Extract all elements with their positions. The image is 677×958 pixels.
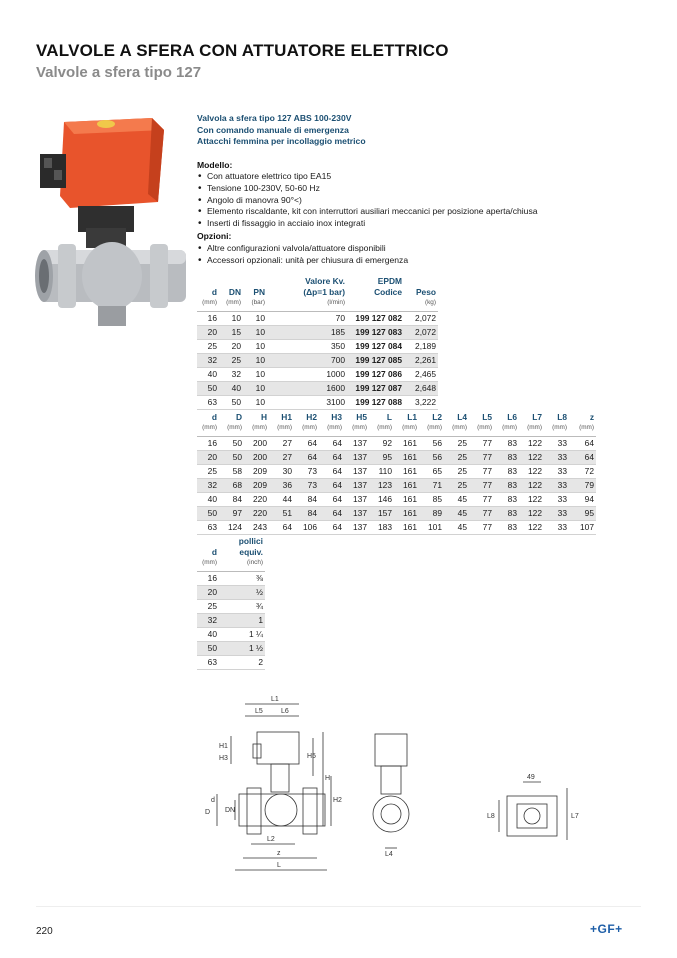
table-cell: 45 xyxy=(444,492,469,506)
unit-cell: (mm) xyxy=(394,423,419,436)
table-cell: 137 xyxy=(344,436,369,450)
table-row xyxy=(197,367,438,381)
column-header: z xyxy=(589,412,594,422)
column-header: L8 xyxy=(557,412,567,422)
table-row xyxy=(197,311,438,325)
unit-cell: (mm) xyxy=(244,423,269,436)
table-cell: 199 127 084 xyxy=(347,339,404,353)
table-cell: 199 127 088 xyxy=(347,395,404,409)
dim-label: DN xyxy=(225,807,236,814)
table-cell: 1 ½ xyxy=(219,641,265,655)
dim-label: L2 xyxy=(267,836,275,843)
table-cell: 161 xyxy=(394,520,419,534)
dim-label: z xyxy=(277,850,281,857)
intro-line-2: Con comando manuale di emergenza xyxy=(197,124,349,135)
table-cell: 32 xyxy=(219,367,243,381)
table-cell: 107 xyxy=(569,520,596,534)
table-cell: 1000 xyxy=(267,367,347,381)
table-cell: 122 xyxy=(519,478,544,492)
column-header: D xyxy=(235,412,242,422)
table-cell: 20 xyxy=(197,450,219,464)
table-cell: 51 xyxy=(269,506,294,520)
column-header: H5 xyxy=(356,412,367,422)
unit-cell: (mm) xyxy=(544,423,569,436)
table-header-row xyxy=(197,276,438,298)
table-cell: 25 xyxy=(197,464,219,478)
table-cell: 25 xyxy=(197,599,219,613)
table-row xyxy=(197,627,265,641)
unit-cell: (mm) xyxy=(219,423,244,436)
table-cell: 185 xyxy=(267,325,347,339)
table-row xyxy=(197,506,596,520)
table-cell: 77 xyxy=(469,478,494,492)
dim-label: L6 xyxy=(281,708,289,715)
table-cell: 161 xyxy=(394,506,419,520)
column-header: H3 xyxy=(331,412,342,422)
table-cell: 85 xyxy=(419,492,444,506)
table-cell: ¾ xyxy=(219,599,265,613)
table-cell: 2 xyxy=(219,655,265,669)
table-cell: 83 xyxy=(494,520,519,534)
page-subtitle: Valvole a sfera tipo 127 xyxy=(36,64,202,81)
dim-label: d xyxy=(211,797,215,804)
table-cell: 16 xyxy=(197,436,219,450)
table-cell: 64 xyxy=(294,436,319,450)
footer-divider xyxy=(36,906,641,907)
table-row xyxy=(197,339,438,353)
table-cell: 106 xyxy=(294,520,319,534)
table-cell: 220 xyxy=(244,506,269,520)
table-cell: 10 xyxy=(219,311,243,325)
unit-cell: (mm) xyxy=(219,298,243,311)
table-cell: 77 xyxy=(469,520,494,534)
table-row xyxy=(197,585,265,599)
table-cell: 200 xyxy=(244,436,269,450)
table-row xyxy=(197,450,596,464)
table-cell: 83 xyxy=(494,464,519,478)
valve-actuator-photo xyxy=(34,110,196,336)
table-cell: 199 127 082 xyxy=(347,311,404,325)
column-header: L xyxy=(386,412,392,422)
table-cell: 84 xyxy=(294,492,319,506)
table-cell: 95 xyxy=(369,450,394,464)
table-row xyxy=(197,655,265,669)
unit-cell: (mm) xyxy=(444,423,469,436)
gf-logo: +GF+ xyxy=(590,922,623,936)
table-cell: 64 xyxy=(319,478,344,492)
table-cell: 64 xyxy=(319,506,344,520)
table-cell: ⅜ xyxy=(219,571,265,585)
column-header: Peso xyxy=(415,287,436,297)
table-cell: 50 xyxy=(197,381,219,395)
dim-label: L7 xyxy=(571,813,579,820)
list-item: • Angolo di manovra 90°<) xyxy=(197,195,617,207)
table-cell: 44 xyxy=(269,492,294,506)
table-cell: 183 xyxy=(369,520,394,534)
table-cell: 73 xyxy=(294,464,319,478)
table-cell: 63 xyxy=(197,520,219,534)
table-cell: 2,648 xyxy=(404,381,438,395)
unit-cell: (mm) xyxy=(469,423,494,436)
dim-label: H xyxy=(325,775,331,782)
table-cell: 77 xyxy=(469,492,494,506)
column-header: EPDM Codice xyxy=(374,276,402,297)
table-cell: 161 xyxy=(394,436,419,450)
table-cell: 220 xyxy=(244,492,269,506)
table-cell: 1 ¼ xyxy=(219,627,265,641)
table-cell: 84 xyxy=(219,492,244,506)
column-header: H1 xyxy=(281,412,292,422)
table-cell: 20 xyxy=(197,325,219,339)
table-cell: 122 xyxy=(519,436,544,450)
table-cell: 137 xyxy=(344,450,369,464)
table-cell: 10 xyxy=(243,367,267,381)
table-cell: 64 xyxy=(319,450,344,464)
table-cell: 122 xyxy=(519,506,544,520)
table-cell: 33 xyxy=(544,506,569,520)
unit-cell: (mm) xyxy=(269,423,294,436)
column-header: pollici equiv. xyxy=(238,536,263,557)
table-cell: 124 xyxy=(219,520,244,534)
table-cell: 700 xyxy=(267,353,347,367)
intro-line-3: Attacchi femmina per incollaggio metrico xyxy=(197,136,366,147)
table-cell: 350 xyxy=(267,339,347,353)
table-cell: 122 xyxy=(519,492,544,506)
column-header: PN xyxy=(253,287,265,297)
table-cell: 2,072 xyxy=(404,325,438,339)
table-cell: 79 xyxy=(569,478,596,492)
dim-label: L5 xyxy=(255,708,263,715)
unit-cell: (mm) xyxy=(419,423,444,436)
table-cell: 64 xyxy=(319,492,344,506)
table-cell: ½ xyxy=(219,585,265,599)
table-inch-equivalent xyxy=(197,536,265,670)
options-heading: Opzioni: xyxy=(197,231,232,242)
table-cell: 243 xyxy=(244,520,269,534)
table-cell: 25 xyxy=(444,450,469,464)
table-cell: 95 xyxy=(569,506,596,520)
table-row xyxy=(197,599,265,613)
table-header-row xyxy=(197,412,596,423)
table-row xyxy=(197,381,438,395)
table-row xyxy=(197,571,265,585)
table-cell: 72 xyxy=(569,464,596,478)
table-cell: 64 xyxy=(569,450,596,464)
table-cell: 36 xyxy=(269,478,294,492)
table-cell: 122 xyxy=(519,520,544,534)
table-cell: 199 127 083 xyxy=(347,325,404,339)
table-cell: 32 xyxy=(197,353,219,367)
table-cell: 161 xyxy=(394,478,419,492)
table-cell: 63 xyxy=(197,395,219,409)
table-cell: 209 xyxy=(244,478,269,492)
table-cell: 1600 xyxy=(267,381,347,395)
table-cell: 56 xyxy=(419,436,444,450)
table-cell: 209 xyxy=(244,464,269,478)
unit-cell: (mm) xyxy=(197,558,219,571)
table-cell: 50 xyxy=(197,506,219,520)
table-cell: 50 xyxy=(219,450,244,464)
table-cell: 20 xyxy=(197,585,219,599)
unit-cell: (inch) xyxy=(219,558,265,571)
dim-label: H2 xyxy=(333,797,342,804)
table-cell: 122 xyxy=(519,450,544,464)
unit-cell: (mm) xyxy=(197,298,219,311)
table-header-row xyxy=(197,536,265,558)
table-cell: 92 xyxy=(369,436,394,450)
dim-label: L4 xyxy=(385,851,393,858)
table-cell: 32 xyxy=(197,478,219,492)
table-cell: 56 xyxy=(419,450,444,464)
column-header: L4 xyxy=(457,412,467,422)
table-cell: 45 xyxy=(444,506,469,520)
column-header: H xyxy=(260,412,267,422)
table-codes xyxy=(197,276,438,410)
table-row xyxy=(197,436,596,450)
table-cell: 2,072 xyxy=(404,311,438,325)
table-cell: 97 xyxy=(219,506,244,520)
table-cell: 16 xyxy=(197,571,219,585)
intro-line-1: Valvola a sfera tipo 127 ABS 100-230V xyxy=(197,113,352,123)
table-cell: 64 xyxy=(319,464,344,478)
dim-label: H3 xyxy=(219,755,228,762)
table-cell: 10 xyxy=(243,325,267,339)
table-cell: 3,222 xyxy=(404,395,438,409)
column-header: L7 xyxy=(532,412,542,422)
table-cell: 161 xyxy=(394,464,419,478)
table-cell: 77 xyxy=(469,464,494,478)
table-cell: 10 xyxy=(243,353,267,367)
table-row xyxy=(197,395,438,409)
column-header: L5 xyxy=(482,412,492,422)
unit-cell: (mm) xyxy=(569,423,596,436)
column-header: d xyxy=(211,547,217,557)
table-row xyxy=(197,520,596,534)
table-row xyxy=(197,464,596,478)
unit-cell: (mm) xyxy=(344,423,369,436)
table-cell: 70 xyxy=(267,311,347,325)
list-item: • Con attuatore elettrico tipo EA15 xyxy=(197,171,617,183)
table-cell: 33 xyxy=(544,436,569,450)
table-cell: 10 xyxy=(243,339,267,353)
table-cell: 200 xyxy=(244,450,269,464)
table-cell: 40 xyxy=(219,381,243,395)
table-dimensions xyxy=(197,412,596,535)
table-cell: 2,189 xyxy=(404,339,438,353)
table-cell: 45 xyxy=(444,520,469,534)
table-row xyxy=(197,613,265,627)
table-cell: 27 xyxy=(269,436,294,450)
table-cell: 50 xyxy=(219,395,243,409)
table-cell: 83 xyxy=(494,506,519,520)
unit-cell: (mm) xyxy=(369,423,394,436)
model-list xyxy=(197,171,617,229)
table-cell: 83 xyxy=(494,492,519,506)
technical-drawing xyxy=(195,690,615,890)
table-cell: 20 xyxy=(219,339,243,353)
column-header: L1 xyxy=(407,412,417,422)
list-item: • Elemento riscaldante, kit con interruttori ausiliari meccanici per posizione aperta/chiusa xyxy=(197,206,617,218)
table-cell: 33 xyxy=(544,478,569,492)
table-cell: 83 xyxy=(494,450,519,464)
table-cell: 10 xyxy=(243,311,267,325)
column-header: L6 xyxy=(507,412,517,422)
unit-cell: (l/min) xyxy=(267,298,347,311)
column-header: L2 xyxy=(432,412,442,422)
table-cell: 33 xyxy=(544,520,569,534)
table-row xyxy=(197,641,265,655)
table-cell: 83 xyxy=(494,436,519,450)
table-row xyxy=(197,325,438,339)
table-cell: 77 xyxy=(469,436,494,450)
table-cell: 40 xyxy=(197,627,219,641)
table-cell: 10 xyxy=(243,381,267,395)
column-header: d xyxy=(211,287,217,297)
list-item: • Altre configurazioni valvola/attuatore disponibili xyxy=(197,243,617,255)
table-cell: 157 xyxy=(369,506,394,520)
table-cell: 16 xyxy=(197,311,219,325)
column-header: DN xyxy=(228,287,241,297)
table-cell: 89 xyxy=(419,506,444,520)
table-cell: 33 xyxy=(544,464,569,478)
table-cell: 199 127 087 xyxy=(347,381,404,395)
table-row xyxy=(197,492,596,506)
table-cell: 161 xyxy=(394,492,419,506)
dim-label: D xyxy=(205,809,211,816)
table-cell: 161 xyxy=(394,450,419,464)
table-cell: 27 xyxy=(269,450,294,464)
table-cell: 84 xyxy=(294,506,319,520)
page-number: 220 xyxy=(36,926,53,937)
dim-label: L xyxy=(277,862,281,869)
table-unit-row xyxy=(197,423,596,436)
table-cell: 33 xyxy=(544,450,569,464)
table-cell: 122 xyxy=(519,464,544,478)
table-cell: 64 xyxy=(294,450,319,464)
table-cell: 40 xyxy=(197,367,219,381)
table-row xyxy=(197,478,596,492)
table-cell: 2,465 xyxy=(404,367,438,381)
unit-cell: (kg) xyxy=(404,298,438,311)
table-cell: 50 xyxy=(197,641,219,655)
dim-label: H1 xyxy=(219,743,228,750)
table-cell: 32 xyxy=(197,613,219,627)
table-cell: 123 xyxy=(369,478,394,492)
table-cell: 146 xyxy=(369,492,394,506)
options-list xyxy=(197,243,617,266)
table-cell: 73 xyxy=(294,478,319,492)
table-cell: 199 127 086 xyxy=(347,367,404,381)
table-cell: 25 xyxy=(219,353,243,367)
table-row xyxy=(197,353,438,367)
table-cell: 63 xyxy=(197,655,219,669)
table-cell: 137 xyxy=(344,464,369,478)
dim-label: 49 xyxy=(527,774,535,781)
table-cell: 1 xyxy=(219,613,265,627)
table-cell: 3100 xyxy=(267,395,347,409)
unit-cell: (mm) xyxy=(319,423,344,436)
model-heading: Modello: xyxy=(197,159,233,170)
product-description xyxy=(197,113,617,266)
table-cell: 25 xyxy=(197,339,219,353)
list-item: • Inserti di fissaggio in acciaio inox integrati xyxy=(197,218,617,230)
unit-cell: (bar) xyxy=(243,298,267,311)
table-cell: 83 xyxy=(494,478,519,492)
table-cell: 33 xyxy=(544,492,569,506)
table-cell: 101 xyxy=(419,520,444,534)
table-cell: 64 xyxy=(319,436,344,450)
table-unit-row xyxy=(197,558,265,571)
list-item: • Accessori opzionali: unità per chiusura di emergenza xyxy=(197,255,617,267)
unit-cell: (mm) xyxy=(294,423,319,436)
column-header: H2 xyxy=(306,412,317,422)
table-cell: 65 xyxy=(419,464,444,478)
column-header: d xyxy=(211,412,217,422)
table-cell: 68 xyxy=(219,478,244,492)
table-cell: 25 xyxy=(444,478,469,492)
dim-label: H5 xyxy=(307,753,316,760)
table-cell: 64 xyxy=(269,520,294,534)
table-cell: 10 xyxy=(243,395,267,409)
table-cell: 137 xyxy=(344,478,369,492)
table-cell: 25 xyxy=(444,464,469,478)
unit-cell: (mm) xyxy=(494,423,519,436)
dim-label: L8 xyxy=(487,813,495,820)
table-cell: 94 xyxy=(569,492,596,506)
table-cell: 25 xyxy=(444,436,469,450)
unit-cell: (mm) xyxy=(197,423,219,436)
table-cell: 199 127 085 xyxy=(347,353,404,367)
table-cell: 30 xyxy=(269,464,294,478)
table-cell: 137 xyxy=(344,506,369,520)
page-title: VALVOLE A SFERA CON ATTUATORE ELETTRICO xyxy=(36,41,449,60)
table-cell: 77 xyxy=(469,450,494,464)
table-cell: 110 xyxy=(369,464,394,478)
table-cell: 50 xyxy=(219,436,244,450)
table-cell: 64 xyxy=(319,520,344,534)
table-unit-row xyxy=(197,298,438,311)
table-cell: 58 xyxy=(219,464,244,478)
table-cell: 2,261 xyxy=(404,353,438,367)
list-item: • Tensione 100-230V, 50-60 Hz xyxy=(197,183,617,195)
column-header: Valore Kv. (Δp=1 bar) xyxy=(303,276,345,297)
table-cell: 64 xyxy=(569,436,596,450)
dim-label: L1 xyxy=(271,696,279,703)
table-cell: 40 xyxy=(197,492,219,506)
unit-cell: (mm) xyxy=(519,423,544,436)
table-cell: 137 xyxy=(344,492,369,506)
table-cell: 15 xyxy=(219,325,243,339)
table-cell: 77 xyxy=(469,506,494,520)
table-cell: 71 xyxy=(419,478,444,492)
table-cell: 137 xyxy=(344,520,369,534)
unit-cell xyxy=(347,298,404,311)
